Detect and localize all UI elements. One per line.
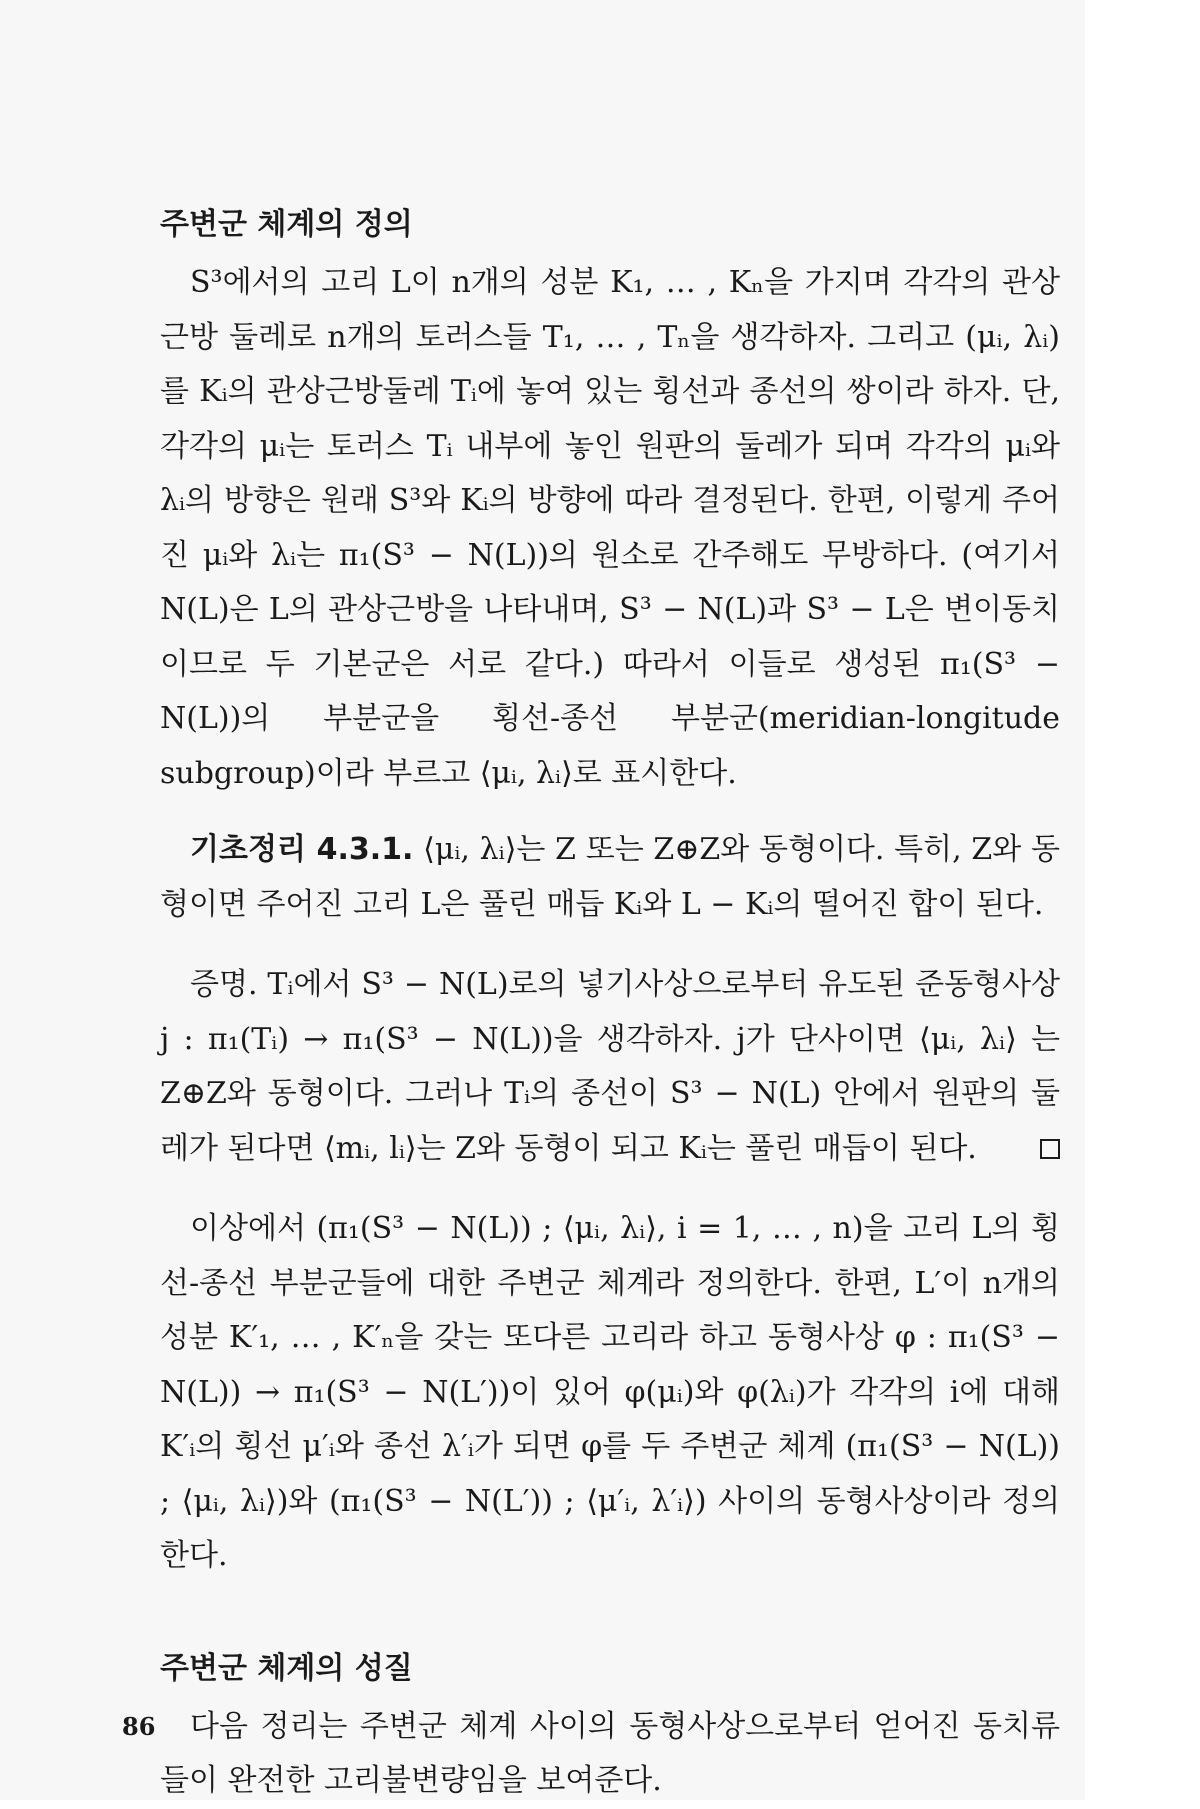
page-number: 86: [122, 1712, 156, 1741]
qed-square-icon: [1040, 1139, 1060, 1159]
proof-block: [160, 958, 1060, 1176]
definition-paragraph: S³에서의 고리 L이 n개의 성분 K₁, … , Kₙ을 가지며 각각의 관상근방 둘레로 n개의 토러스들 T₁, … , Tₙ을 생각하자. 그리고 (μᵢ, λᵢ)를 Kᵢ의 관상근방둘레 Tᵢ에 놓여 있는 횡선과 종선의 쌍이라 하자. 단, 각각의 μᵢ는 토러스 Tᵢ 내부에 놓인 원판의 둘레가 되며 각각의 μᵢ와 λᵢ의 방향은 원래 S³와 Kᵢ의 방향에 따라 결정된다. 한편, 이렇게 주어진 μᵢ와 λᵢ는 π₁(S³ − N(L))의 원소로 간주해도 무방하다. (여기서 N(L)은 L의 관상근방을 나타내며, S³ − N(L)과 S³ − L은 변이동치이므로 두 기본군은 서로 같다.) 따라서 이들로 생성된 π₁(S³ − N(L))의 부분군을 횡선-종선 부분군(meridian-longitude subgroup)이라 부르고 ⟨μᵢ, λᵢ⟩로 표시한다.: [160, 265, 1060, 791]
theorem-label: 기초정리 4.3.1.: [190, 832, 414, 867]
section-heading-definition: 주변군 체계의 정의: [160, 207, 413, 242]
theorem-text: ⟨μᵢ, λᵢ⟩는 Z 또는 Z⊕Z와 동형이다. 특히, Z와 동형이면 주어진 고리 L은 풀린 매듭 Kᵢ와 L − Kᵢ의 떨어진 합이 된다.: [160, 832, 1060, 922]
theorem-block: [160, 823, 1060, 932]
properties-paragraph: 다음 정리는 주변군 체계 사이의 동형사상으로부터 얻어진 동치류들이 완전한 고리불변량임을 보여준다.: [160, 1708, 1060, 1798]
section-heading-properties: 주변군 체계의 성질: [160, 1650, 413, 1686]
proof-text: 증명. Tᵢ에서 S³ − N(L)로의 넣기사상으로부터 유도된 준동형사상 j : π₁(Tᵢ) → π₁(S³ − N(L))을 생각하자. j가 단사이면 ⟨μᵢ, λᵢ⟩ 는 Z⊕Z와 동형이다. 그러나 Tᵢ의 종선이 S³ − N(L) 안에서 원판의 둘레가 된다면 ⟨mᵢ, lᵢ⟩는 Z와 동형이 되고 Kᵢ는 풀린 매듭이 된다.: [160, 967, 1060, 1166]
page-content: [160, 200, 1060, 1809]
system-definition-paragraph: 이상에서 (π₁(S³ − N(L)) ; ⟨μᵢ, λᵢ⟩, i = 1, … , n)을 고리 L의 횡선-종선 부분군들에 대한 주변군 체계라 정의한다. 한편, L′이 n개의 성분 K′₁, … , K′ₙ을 갖는 또다른 고리라 하고 동형사상 φ : π₁(S³ − N(L)) → π₁(S³ − N(L′))이 있어 φ(μᵢ)와 φ(λᵢ)가 각각의 i에 대해 K′ᵢ의 횡선 μ′ᵢ와 종선 λ′ᵢ가 되면 φ를 두 주변군 체계 (π₁(S³ − N(L)) ; ⟨μᵢ, λᵢ⟩)와 (π₁(S³ − N(L′)) ; ⟨μ′ᵢ, λ′ᵢ⟩) 사이의 동형사상이라 정의한다.: [160, 1211, 1060, 1573]
